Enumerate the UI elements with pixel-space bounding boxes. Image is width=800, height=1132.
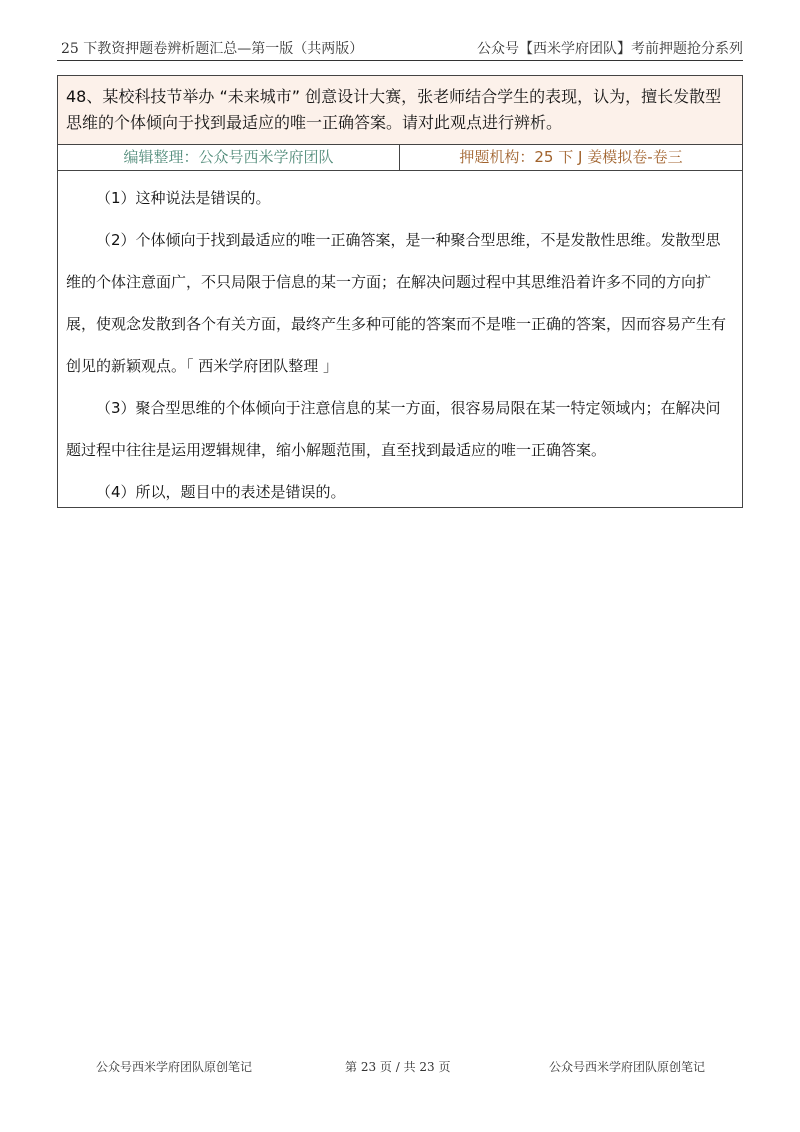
page-footer — [0, 1058, 800, 1078]
page-header — [57, 34, 743, 61]
header-left-title: 25 下教资押题卷辨析题汇总—第一版（共两版） — [61, 41, 364, 57]
answer-section — [58, 171, 742, 513]
answer-paragraph-4: （4）所以，题目中的表述是错误的。 — [96, 483, 346, 501]
footer-page-number: 第 23 页 / 共 23 页 — [345, 1060, 451, 1074]
editor-credit: 编辑整理：公众号西米学府团队 — [58, 145, 400, 170]
answer-paragraph-3: （3）聚合型思维的个体倾向于注意信息的某一方面，很容易局限在某一特定领域内；在解决问题过程中往往是运用逻辑规律，缩小解题范围，直至找到最适应的唯一正确答案。 — [66, 399, 721, 459]
answer-paragraph-2: （2）个体倾向于找到最适应的唯一正确答案，是一种聚合型思维，不是发散性思维。发散型思维的个体注意面广，不只局限于信息的某一方面；在解决问题过程中其思维沿着许多不同的方向扩展，使观念发散到各个有关方面，最终产生多种可能的答案而不是唯一正确的答案，因而容易产生有创见的新颖观点。「 西米学府团队整理 」 — [66, 231, 727, 375]
footer-left: 公众号西米学府团队原创笔记 — [96, 1060, 253, 1074]
header-right-title: 公众号【西米学府团队】考前押题抢分系列 — [477, 41, 743, 57]
answer-paragraph-1: （1）这种说法是错误的。 — [96, 189, 271, 207]
question-text: 48、某校科技节举办 “未来城市” 创意设计大赛，张老师结合学生的表现，认为，擅长发散型思维的个体倾向于找到最适应的唯一正确答案。请对此观点进行辨析。 — [58, 76, 742, 145]
meta-row — [58, 145, 742, 171]
source-credit: 押题机构：25 下 J 姜模拟卷-卷三 — [459, 148, 683, 166]
question-box — [57, 75, 743, 508]
footer-right: 公众号西米学府团队原创笔记 — [549, 1060, 706, 1074]
